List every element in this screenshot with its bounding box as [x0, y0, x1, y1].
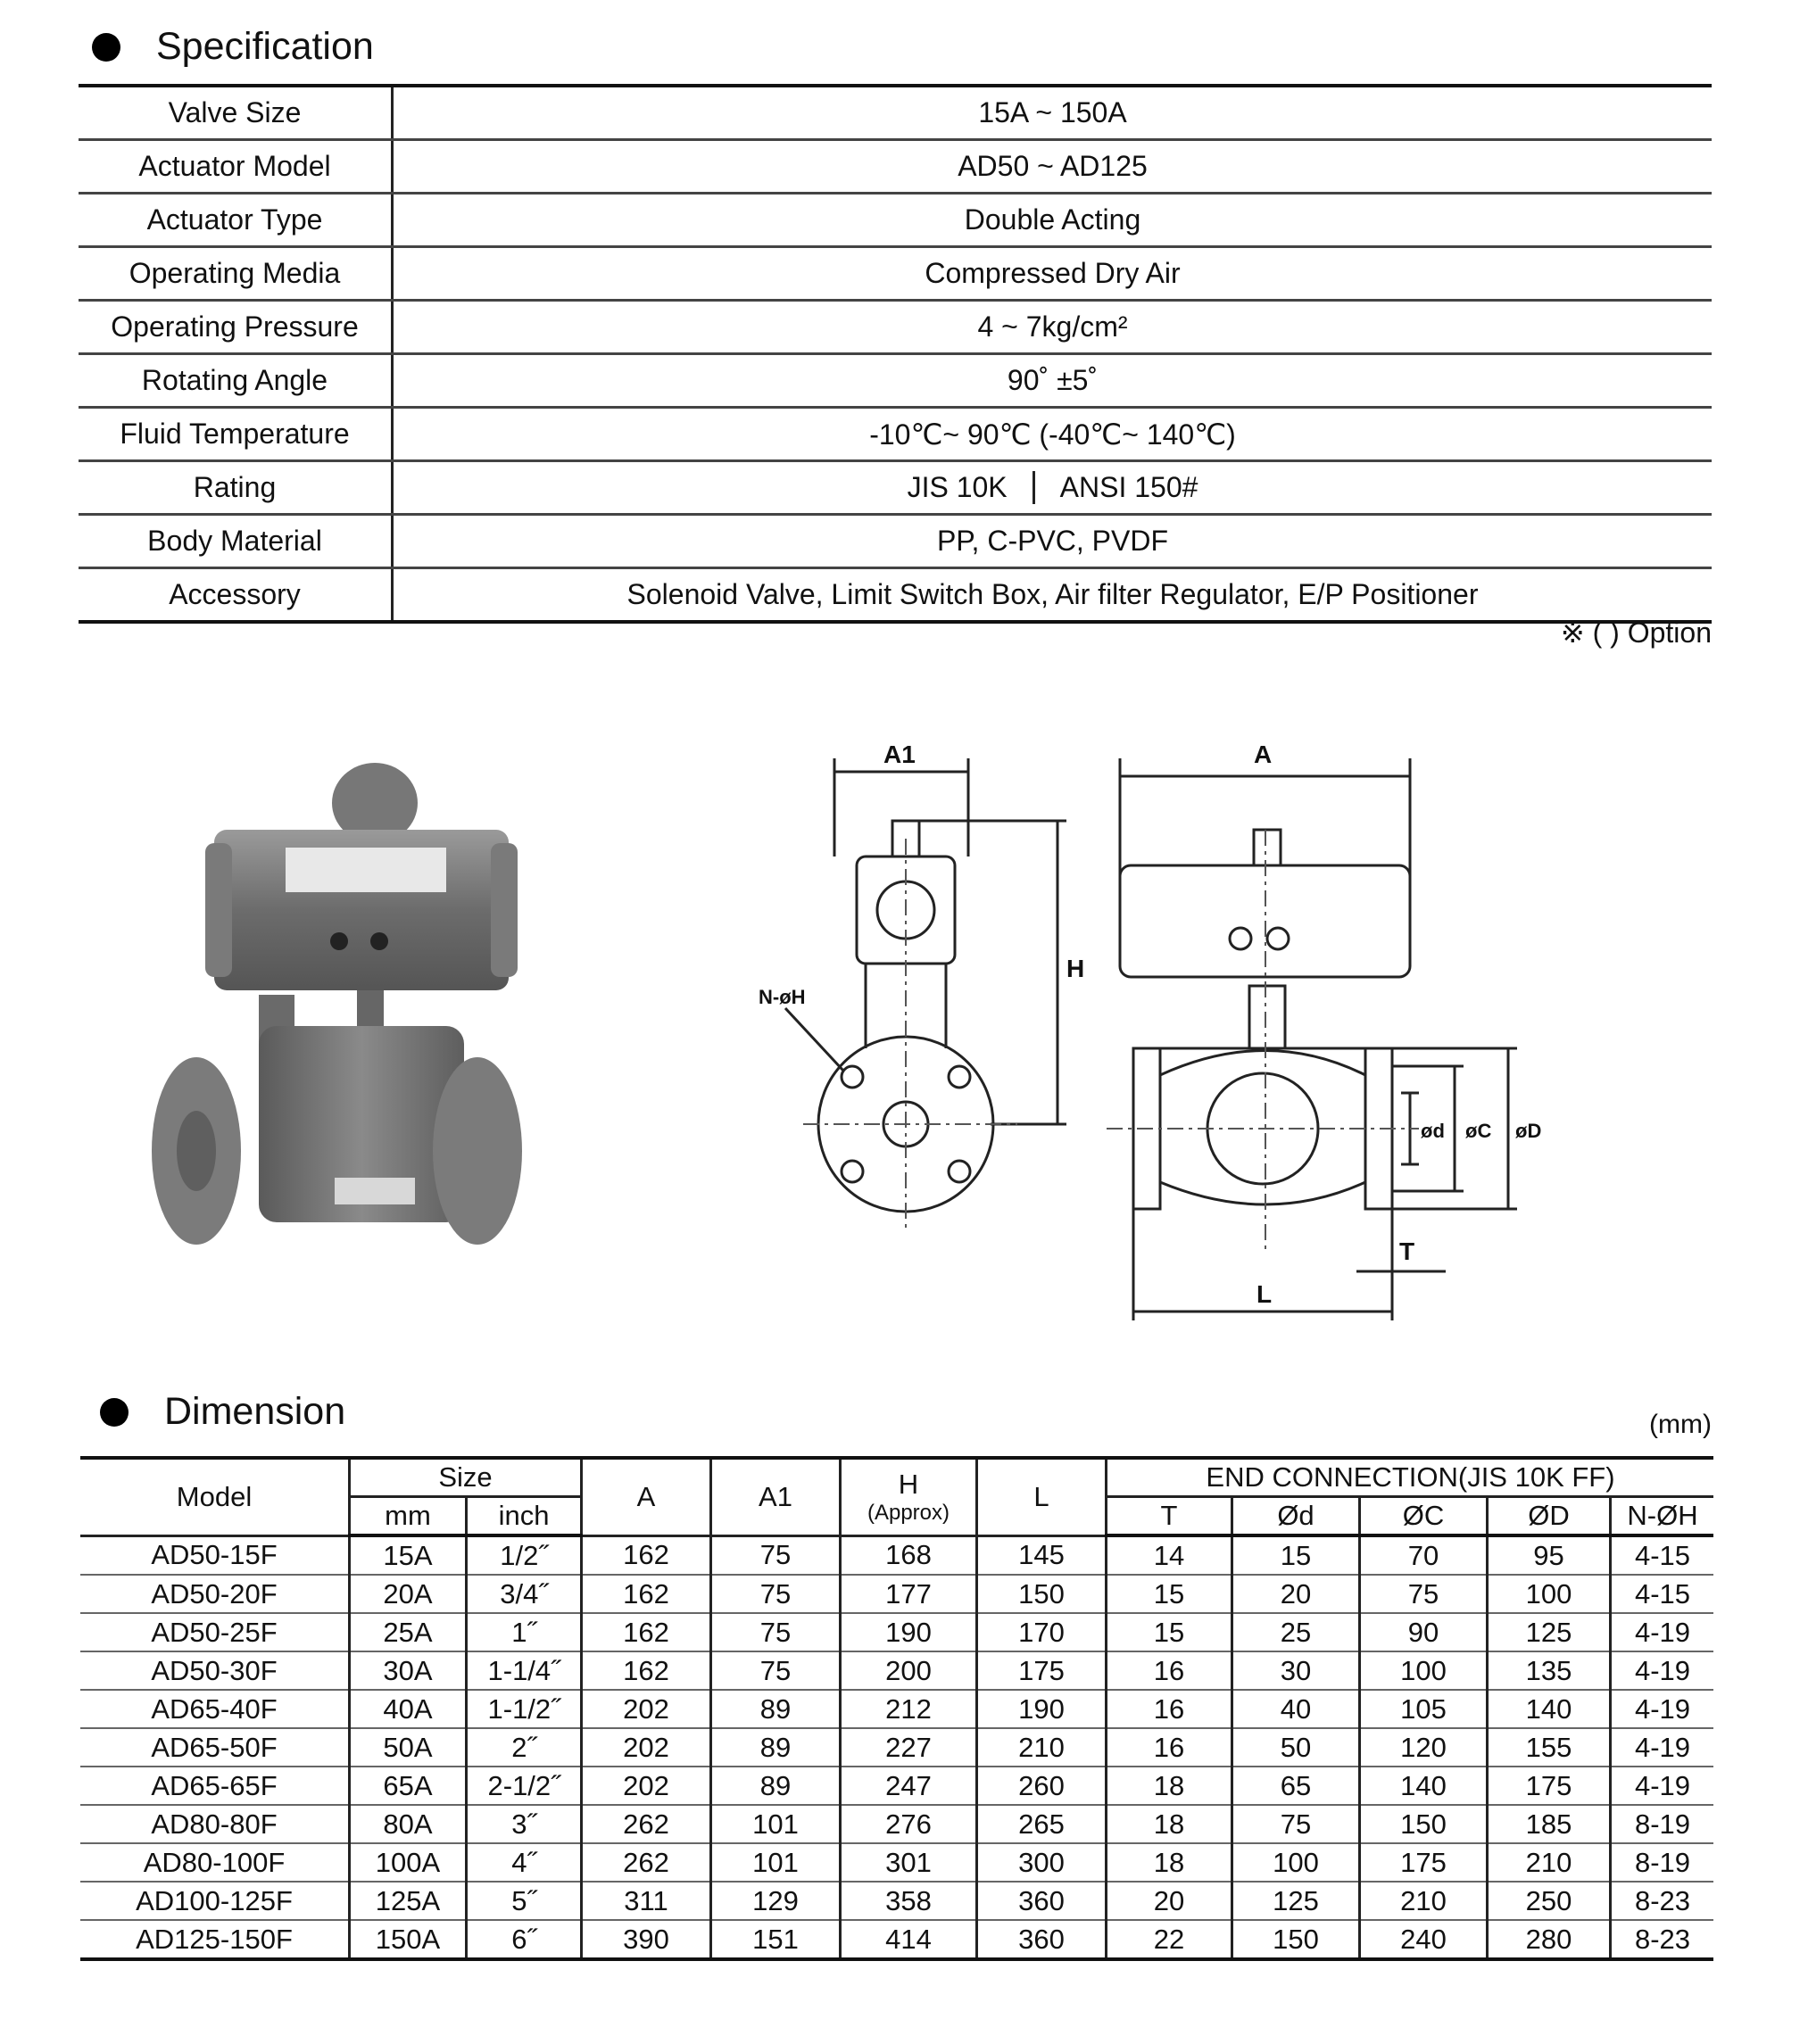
spec-value: Solenoid Valve, Limit Switch Box, Air filter Regulator, E/P Positioner [393, 568, 1713, 623]
table-cell: 75 [711, 1651, 841, 1690]
table-cell: 247 [841, 1767, 977, 1805]
table-cell: 15A [350, 1535, 467, 1575]
spec-value: 4 ~ 7kg/cm² [393, 301, 1713, 354]
table-cell: 262 [582, 1843, 711, 1882]
table-row [80, 1843, 1713, 1882]
table-cell: 40A [350, 1690, 467, 1728]
table-cell: 16 [1107, 1728, 1232, 1767]
spec-value: PP, C-PVC, PVDF [393, 515, 1713, 568]
table-cell: 4-19 [1611, 1651, 1714, 1690]
table-cell: 15 [1107, 1613, 1232, 1651]
table-cell: 311 [582, 1882, 711, 1920]
table-cell: 120 [1360, 1728, 1488, 1767]
table-cell: 16 [1107, 1651, 1232, 1690]
table-cell: 22 [1107, 1920, 1232, 1959]
col-mm: mm [350, 1497, 467, 1536]
table-cell: 25A [350, 1613, 467, 1651]
table-cell: 150 [977, 1575, 1107, 1613]
table-cell: 155 [1488, 1728, 1611, 1767]
table-cell: AD50-20F [80, 1575, 350, 1613]
label-a1: A1 [883, 741, 916, 768]
table-cell: 125 [1488, 1613, 1611, 1651]
table-cell: 135 [1488, 1651, 1611, 1690]
rating-jis: JIS 10K [883, 471, 1035, 504]
col-end-connection: END CONNECTION(JIS 10K FF) [1107, 1458, 1714, 1497]
spec-label: Actuator Model [79, 140, 393, 194]
spec-row [79, 354, 1712, 408]
table-cell: 202 [582, 1728, 711, 1767]
table-cell: 202 [582, 1767, 711, 1805]
col-a: A [582, 1458, 711, 1535]
table-cell: 390 [582, 1920, 711, 1959]
col-h [841, 1458, 977, 1535]
table-cell: 65 [1232, 1767, 1360, 1805]
table-cell: 140 [1360, 1767, 1488, 1805]
table-row [80, 1920, 1713, 1959]
table-cell: 280 [1488, 1920, 1611, 1959]
table-cell: AD65-50F [80, 1728, 350, 1767]
table-cell: 75 [1232, 1805, 1360, 1843]
table-cell: 162 [582, 1613, 711, 1651]
table-cell: 30A [350, 1651, 467, 1690]
spec-row [79, 140, 1712, 194]
table-cell: 250 [1488, 1882, 1611, 1920]
table-cell: 89 [711, 1767, 841, 1805]
table-cell: 14 [1107, 1535, 1232, 1575]
table-cell: 190 [841, 1613, 977, 1651]
spec-label: Operating Pressure [79, 301, 393, 354]
table-cell: 4-19 [1611, 1613, 1714, 1651]
dimension-title: Dimension [164, 1390, 346, 1433]
spec-row [79, 408, 1712, 461]
table-cell: 300 [977, 1843, 1107, 1882]
col-a1: A1 [711, 1458, 841, 1535]
table-cell: 301 [841, 1843, 977, 1882]
spec-label: Rotating Angle [79, 354, 393, 408]
table-cell: 3˝ [467, 1805, 582, 1843]
table-cell: 177 [841, 1575, 977, 1613]
table-cell: 75 [711, 1613, 841, 1651]
table-cell: 65A [350, 1767, 467, 1805]
table-cell: 414 [841, 1920, 977, 1959]
table-cell: 18 [1107, 1843, 1232, 1882]
label-nh: N-øH [759, 986, 806, 1008]
bullet-icon [100, 1398, 129, 1427]
table-cell: AD50-15F [80, 1535, 350, 1575]
spec-label: Actuator Type [79, 194, 393, 247]
spec-row [79, 461, 1712, 515]
spec-value: Double Acting [393, 194, 1713, 247]
col-h-approx: (Approx) [867, 1500, 950, 1525]
table-cell: 260 [977, 1767, 1107, 1805]
table-row [80, 1805, 1713, 1843]
label-l: L [1256, 1280, 1273, 1308]
table-cell: 6˝ [467, 1920, 582, 1959]
table-cell: 4-15 [1611, 1535, 1714, 1575]
table-cell: AD80-100F [80, 1843, 350, 1882]
table-cell: 20 [1232, 1575, 1360, 1613]
table-cell: 162 [582, 1575, 711, 1613]
table-cell: AD125-150F [80, 1920, 350, 1959]
spec-value: 90˚ ±5˚ [393, 354, 1713, 408]
table-row [80, 1690, 1713, 1728]
spec-value: AD50 ~ AD125 [393, 140, 1713, 194]
table-cell: 75 [711, 1575, 841, 1613]
table-row [80, 1767, 1713, 1805]
spec-label: Valve Size [79, 86, 393, 140]
col-dd: ØD [1488, 1497, 1611, 1536]
table-cell: 1/2˝ [467, 1535, 582, 1575]
table-cell: 1-1/4˝ [467, 1651, 582, 1690]
spec-label: Operating Media [79, 247, 393, 301]
label-d: ød [1421, 1120, 1445, 1142]
spec-row [79, 194, 1712, 247]
label-h: H [1066, 955, 1085, 982]
table-cell: 4-19 [1611, 1767, 1714, 1805]
table-cell: 210 [1488, 1843, 1611, 1882]
table-cell: 162 [582, 1651, 711, 1690]
spec-row [79, 568, 1712, 623]
table-cell: AD65-65F [80, 1767, 350, 1805]
table-cell: 80A [350, 1805, 467, 1843]
spec-row [79, 515, 1712, 568]
table-cell: 175 [1360, 1843, 1488, 1882]
table-cell: 150 [1232, 1920, 1360, 1959]
table-cell: 95 [1488, 1535, 1611, 1575]
table-cell: 105 [1360, 1690, 1488, 1728]
table-cell: 90 [1360, 1613, 1488, 1651]
table-cell: 150 [1360, 1805, 1488, 1843]
table-cell: 210 [977, 1728, 1107, 1767]
table-cell: 4-19 [1611, 1690, 1714, 1728]
spec-value: Compressed Dry Air [393, 247, 1713, 301]
spec-row [79, 247, 1712, 301]
table-cell: 5˝ [467, 1882, 582, 1920]
col-l: L [977, 1458, 1107, 1535]
table-cell: AD100-125F [80, 1882, 350, 1920]
table-cell: 18 [1107, 1767, 1232, 1805]
table-cell: 20A [350, 1575, 467, 1613]
table-cell: 15 [1232, 1535, 1360, 1575]
table-cell: 140 [1488, 1690, 1611, 1728]
table-cell: 25 [1232, 1613, 1360, 1651]
dimension-heading [100, 1390, 345, 1434]
specification-table [79, 84, 1712, 624]
table-cell: 240 [1360, 1920, 1488, 1959]
col-d: Ød [1232, 1497, 1360, 1536]
table-cell: 151 [711, 1920, 841, 1959]
table-cell: 129 [711, 1882, 841, 1920]
col-t: T [1107, 1497, 1232, 1536]
table-cell: AD50-25F [80, 1613, 350, 1651]
spec-value [393, 461, 1713, 515]
table-cell: 358 [841, 1882, 977, 1920]
table-cell: 30 [1232, 1651, 1360, 1690]
table-cell: 8-19 [1611, 1805, 1714, 1843]
table-cell: 89 [711, 1690, 841, 1728]
spec-row [79, 301, 1712, 354]
table-cell: 212 [841, 1690, 977, 1728]
table-cell: 101 [711, 1843, 841, 1882]
rating-ansi: ANSI 150# [1059, 471, 1198, 503]
table-cell: 100 [1232, 1843, 1360, 1882]
label-a: A [1254, 741, 1273, 768]
valve-drawing [732, 732, 1542, 1338]
table-cell: 75 [1360, 1575, 1488, 1613]
table-cell: 168 [841, 1535, 977, 1575]
table-cell: 20 [1107, 1882, 1232, 1920]
table-cell: 8-23 [1611, 1920, 1714, 1959]
table-cell: 101 [711, 1805, 841, 1843]
table-cell: 276 [841, 1805, 977, 1843]
table-cell: 8-19 [1611, 1843, 1714, 1882]
table-cell: 125 [1232, 1882, 1360, 1920]
table-cell: 1-1/2˝ [467, 1690, 582, 1728]
table-cell: 100 [1488, 1575, 1611, 1613]
col-c: ØC [1360, 1497, 1488, 1536]
table-cell: 202 [582, 1690, 711, 1728]
label-dd: øD [1515, 1120, 1542, 1142]
table-cell: 185 [1488, 1805, 1611, 1843]
spec-label: Fluid Temperature [79, 408, 393, 461]
col-h-label: H [898, 1468, 919, 1500]
table-cell: 4-19 [1611, 1728, 1714, 1767]
table-cell: 89 [711, 1728, 841, 1767]
table-cell: 175 [977, 1651, 1107, 1690]
table-cell: AD50-30F [80, 1651, 350, 1690]
table-row [80, 1651, 1713, 1690]
valve-photo [152, 758, 571, 1276]
table-cell: 125A [350, 1882, 467, 1920]
table-cell: 262 [582, 1805, 711, 1843]
table-cell: AD65-40F [80, 1690, 350, 1728]
table-row [80, 1613, 1713, 1651]
label-t: T [1399, 1237, 1415, 1265]
table-cell: 227 [841, 1728, 977, 1767]
option-note: ※ ( ) Option [1560, 617, 1712, 649]
table-cell: 100 [1360, 1651, 1488, 1690]
col-inch: inch [467, 1497, 582, 1536]
bullet-icon [92, 33, 120, 62]
table-cell: 4˝ [467, 1843, 582, 1882]
spec-row [79, 86, 1712, 140]
table-cell: 150A [350, 1920, 467, 1959]
table-cell: 360 [977, 1882, 1107, 1920]
table-cell: 175 [1488, 1767, 1611, 1805]
table-cell: 70 [1360, 1535, 1488, 1575]
table-cell: 18 [1107, 1805, 1232, 1843]
spec-label: Body Material [79, 515, 393, 568]
table-cell: 1˝ [467, 1613, 582, 1651]
dimension-table-body [80, 1535, 1713, 1959]
table-cell: 210 [1360, 1882, 1488, 1920]
spec-value: -10℃~ 90℃ (-40℃~ 140℃) [393, 408, 1713, 461]
table-cell: 15 [1107, 1575, 1232, 1613]
unit-label: (mm) [1649, 1410, 1712, 1439]
label-c: øC [1465, 1120, 1492, 1142]
table-cell: 190 [977, 1690, 1107, 1728]
table-cell: AD80-80F [80, 1805, 350, 1843]
table-cell: 265 [977, 1805, 1107, 1843]
table-row [80, 1728, 1713, 1767]
table-cell: 162 [582, 1535, 711, 1575]
table-cell: 4-15 [1611, 1575, 1714, 1613]
table-cell: 100A [350, 1843, 467, 1882]
table-row [80, 1575, 1713, 1613]
col-size: Size [350, 1458, 582, 1497]
spec-label: Accessory [79, 568, 393, 623]
specification-heading [92, 25, 374, 69]
table-cell: 16 [1107, 1690, 1232, 1728]
spec-value: 15A ~ 150A [393, 86, 1713, 140]
col-model: Model [80, 1458, 350, 1535]
spec-label: Rating [79, 461, 393, 515]
dimension-table [80, 1456, 1713, 1961]
table-cell: 40 [1232, 1690, 1360, 1728]
table-row [80, 1882, 1713, 1920]
table-cell: 50A [350, 1728, 467, 1767]
table-row [80, 1535, 1713, 1575]
table-cell: 2˝ [467, 1728, 582, 1767]
table-cell: 200 [841, 1651, 977, 1690]
table-cell: 170 [977, 1613, 1107, 1651]
specification-title: Specification [156, 25, 374, 68]
table-cell: 50 [1232, 1728, 1360, 1767]
table-cell: 145 [977, 1535, 1107, 1575]
table-cell: 3/4˝ [467, 1575, 582, 1613]
table-cell: 8-23 [1611, 1882, 1714, 1920]
table-cell: 2-1/2˝ [467, 1767, 582, 1805]
table-cell: 360 [977, 1920, 1107, 1959]
table-cell: 75 [711, 1535, 841, 1575]
col-nh: N-ØH [1611, 1497, 1714, 1536]
